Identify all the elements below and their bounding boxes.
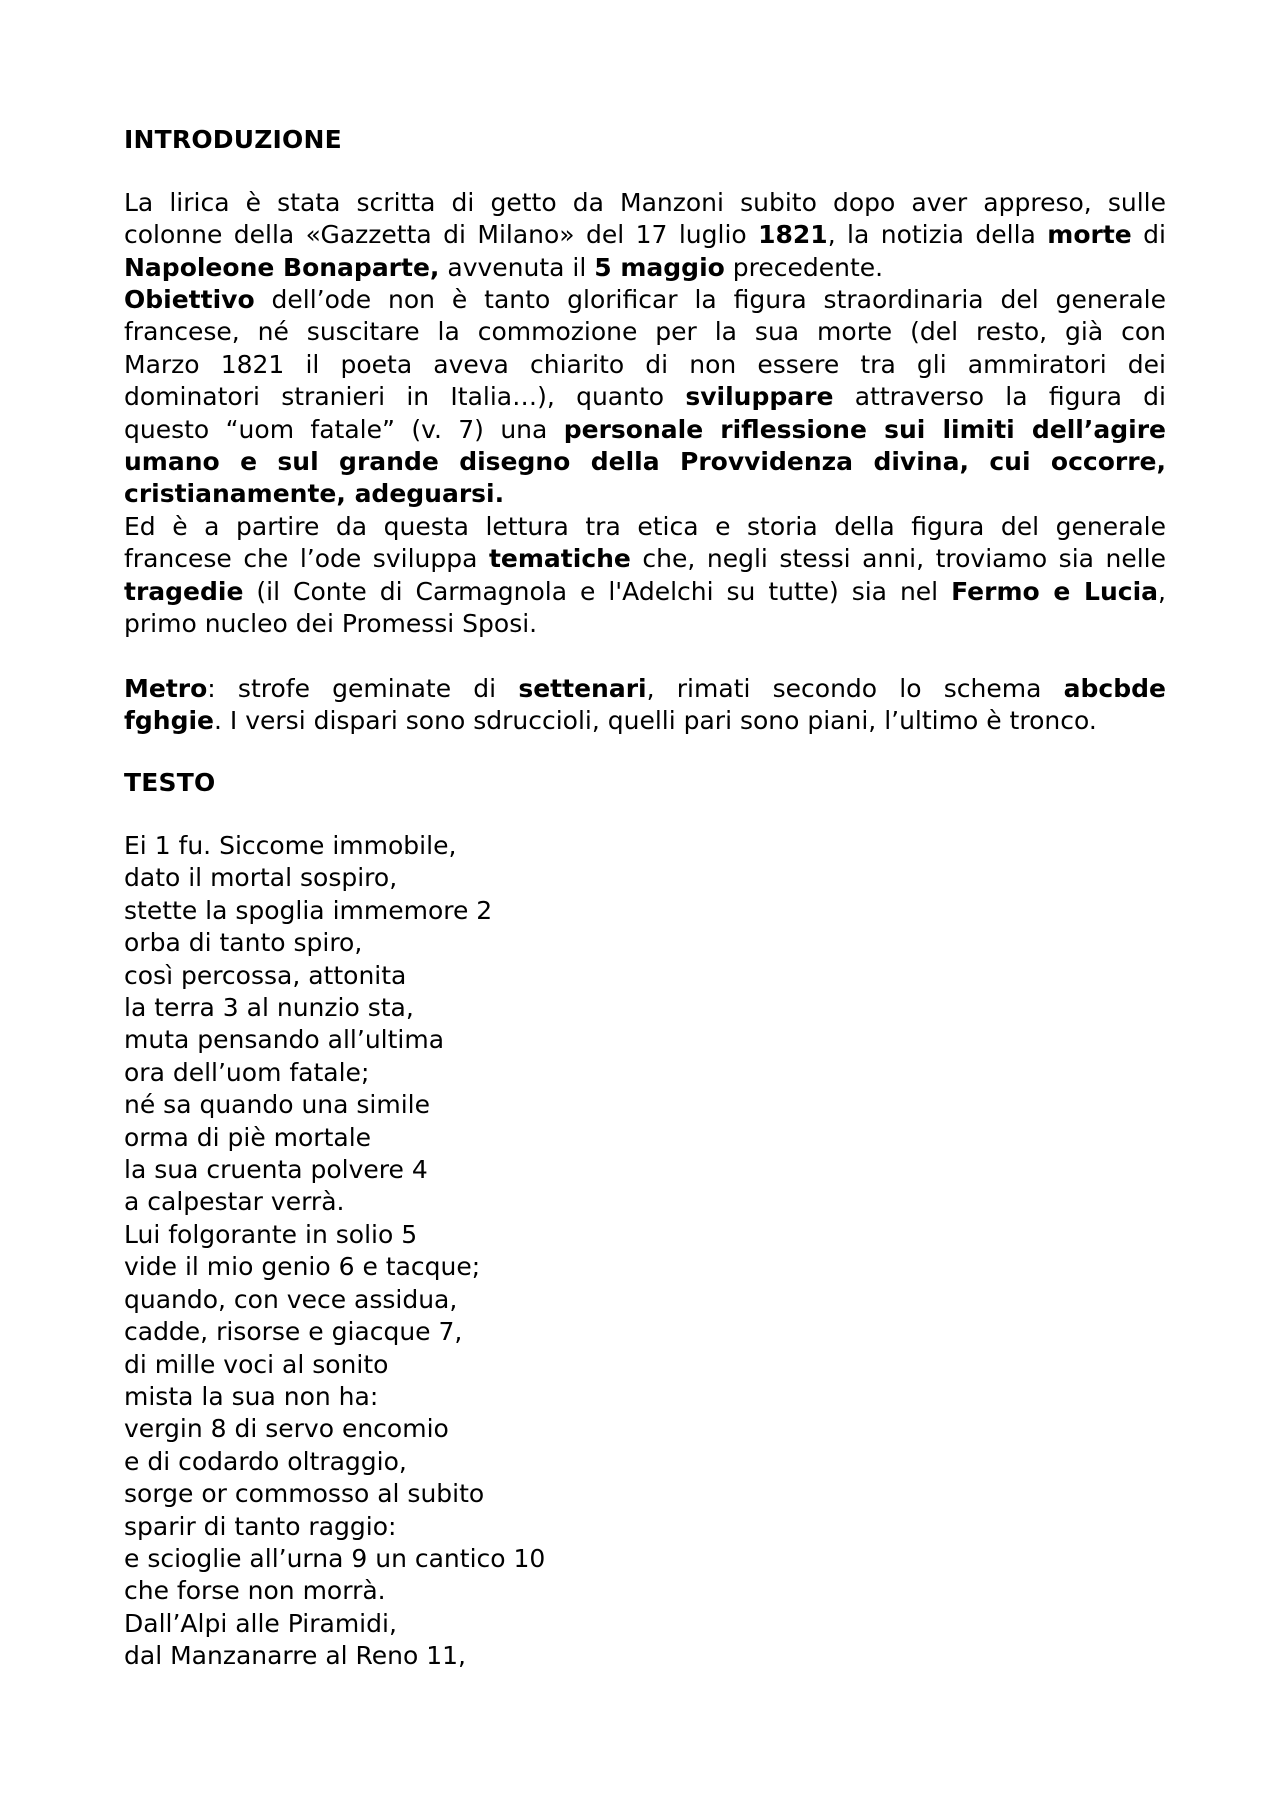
poem-line: a calpestar verrà. <box>124 1187 345 1217</box>
text-run: che, negli stessi anni, troviamo sia nelle <box>630 544 1166 574</box>
text-run: Ed è a partire da questa lettura tra etica e storia della figura del generale <box>124 512 1166 541</box>
text-run: Marzo 1821 il poeta aveva chiarito di non essere tra gli ammiratori dei <box>124 349 1166 379</box>
bold-adeguarsi: cristianamente, adeguarsi. <box>124 479 505 509</box>
bold-sviluppare: sviluppare <box>685 382 834 412</box>
bold-metro: Metro <box>124 674 208 703</box>
poem-line: sparir di tanto raggio: <box>124 1511 397 1541</box>
text-line <box>124 219 1166 251</box>
text-line <box>124 608 1166 640</box>
poem-line: cadde, risorse e giacque 7, <box>124 1317 463 1347</box>
text-run: dominatori stranieri in Italia…), quanto <box>124 382 686 412</box>
poem-line: così percossa, attonita <box>124 960 407 990</box>
testo-heading: TESTO <box>124 768 216 797</box>
text-run: primo nucleo dei Promessi Sposi. <box>124 609 538 639</box>
text-line <box>124 381 1166 413</box>
objective-paragraph <box>124 284 1166 511</box>
poem-line: orma di piè mortale <box>124 1122 372 1152</box>
text-line <box>124 705 1166 737</box>
text-run: La lirica è stata scritta di getto da Manzoni subito dopo aver appreso, sulle <box>124 188 1166 217</box>
text-run: , la notizia della <box>827 220 1048 250</box>
text-run: avvenuta il <box>439 252 595 282</box>
poem-text <box>124 830 545 1673</box>
poem-line: Lui folgorante in solio 5 <box>124 1219 418 1249</box>
poem-line: la sua cruenta polvere 4 <box>124 1155 428 1185</box>
bold-date: 5 maggio <box>594 252 725 282</box>
poem-line: orba di tanto spiro, <box>124 928 363 958</box>
intro-heading: INTRODUZIONE <box>124 125 342 154</box>
text-run: : strofe geminate di <box>207 674 519 703</box>
poem-line: vergin 8 di servo encomio <box>124 1414 449 1444</box>
text-line <box>124 446 1166 478</box>
text-run: francese che l’ode sviluppa <box>124 544 489 574</box>
text-run: attraverso la figura di <box>833 382 1166 412</box>
text-line <box>124 316 1166 348</box>
poem-line: dal Manzanarre al Reno 11, <box>124 1641 467 1671</box>
poem-line: sorge or commosso al subito <box>124 1479 485 1509</box>
poem-line: Ei 1 fu. Siccome immobile, <box>124 831 457 860</box>
text-line <box>124 511 1166 543</box>
bold-settenari: settenari <box>518 674 647 703</box>
text-line <box>124 414 1166 446</box>
poem-line: quando, con vece assidua, <box>124 1284 458 1314</box>
poem-line: mista la sua non ha: <box>124 1381 379 1411</box>
text-line <box>124 543 1166 575</box>
text-line <box>124 284 1166 316</box>
bold-riflessione-cont: umano e sul grande disegno della Provvidenza divina, cui occorre, <box>124 447 1166 477</box>
text-run: , rimati secondo lo schema <box>646 674 1064 703</box>
bold-morte: morte <box>1047 220 1132 250</box>
text-line <box>124 349 1166 381</box>
text-line <box>124 252 1166 284</box>
poem-line: vide il mio genio 6 e tacque; <box>124 1252 481 1282</box>
poem-line: la terra 3 al nunzio sta, <box>124 993 414 1023</box>
poem-line: dato il mortal sospiro, <box>124 863 398 893</box>
poem-line: stette la spoglia immemore 2 <box>124 895 493 925</box>
text-run: precedente. <box>724 252 884 282</box>
bold-napoleone: Napoleone Bonaparte, <box>124 252 440 282</box>
text-line <box>124 576 1166 608</box>
bold-tematiche: tematiche <box>488 544 631 574</box>
text-line <box>124 187 1166 219</box>
poem-line: e scioglie all’urna 9 un cantico 10 <box>124 1543 546 1573</box>
poem-line: di mille voci al sonito <box>124 1349 389 1379</box>
bold-scheme-cont: fghgie <box>124 706 214 736</box>
text-run: colonne della «Gazzetta di Milano» del 17 luglio <box>124 220 759 250</box>
poem-line: Dall’Alpi alle Piramidi, <box>124 1608 397 1638</box>
bold-fermo-lucia: Fermo e Lucia <box>951 576 1159 606</box>
bold-scheme: abcbde <box>1063 674 1166 703</box>
bold-obiettivo: Obiettivo <box>124 285 255 314</box>
bold-riflessione: personale riflessione sui limiti dell’agire <box>563 414 1166 444</box>
poem-line: muta pensando all’ultima <box>124 1025 445 1055</box>
text-run: di <box>1131 220 1166 250</box>
text-run: francese, né suscitare la commozione per la sua morte (del resto, già con <box>124 317 1166 347</box>
text-run: dell’ode non è tanto glorificar la figura straordinaria del generale <box>254 285 1166 314</box>
poem-line: e di codardo oltraggio, <box>124 1446 407 1476</box>
poem-line: che forse non morrà. <box>124 1576 386 1606</box>
text-line <box>124 673 1166 705</box>
poem-line: né sa quando una simile <box>124 1090 431 1120</box>
themes-paragraph <box>124 511 1166 641</box>
text-run: questo “uom fatale” (v. 7) una <box>124 414 564 444</box>
text-run: . I versi dispari sono sdruccioli, quelli pari sono piani, l’ultimo è tronco. <box>214 706 1097 736</box>
intro-paragraph <box>124 187 1166 284</box>
bold-tragedie: tragedie <box>124 576 244 606</box>
text-run: , <box>1158 576 1166 606</box>
text-line <box>124 478 1166 510</box>
poem-line: ora dell’uom fatale; <box>124 1057 370 1087</box>
bold-year: 1821 <box>758 220 828 250</box>
text-run: (il Conte di Carmagnola e l'Adelchi su tutte) sia nel <box>243 576 952 606</box>
metro-paragraph <box>124 673 1166 738</box>
